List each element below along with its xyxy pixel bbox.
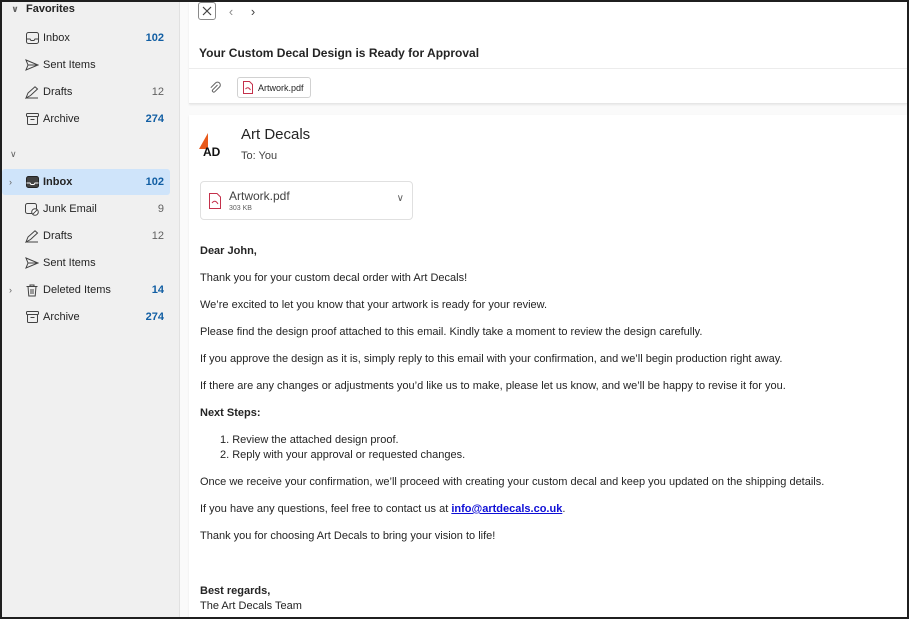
archive-icon (24, 111, 40, 127)
archive-icon (24, 309, 40, 325)
fav-item-archive[interactable] (2, 106, 170, 132)
folder-item-label: Inbox (43, 176, 73, 188)
contact-paragraph (200, 503, 565, 515)
folder-item-drafts[interactable] (2, 223, 170, 249)
send-icon (24, 255, 40, 271)
next-steps-heading: Next Steps: (200, 407, 261, 419)
pdf-icon (242, 81, 254, 94)
unread-count: 102 (145, 32, 164, 44)
chevron-down-icon: ∨ (11, 3, 19, 14)
sender-name: Art Decals (241, 126, 311, 143)
signature: The Art Decals Team (200, 600, 302, 612)
greeting: Dear John, (200, 245, 257, 257)
folder-item-label: Deleted Items (43, 284, 111, 296)
favorites-header[interactable] (10, 2, 75, 16)
fav-item-drafts[interactable] (2, 79, 170, 105)
folder-item-label: Drafts (43, 230, 73, 242)
chevron-down-icon[interactable]: ∨ (10, 149, 17, 159)
fav-item-sent[interactable] (2, 52, 170, 78)
next-message-button[interactable]: › (250, 3, 256, 19)
attachment-size: 303 KB (229, 205, 252, 212)
unread-count: 102 (145, 176, 164, 188)
item-count: 12 (151, 230, 164, 242)
folder-item-sent[interactable] (2, 250, 170, 276)
inbox-icon (24, 174, 40, 190)
message-body-card (189, 115, 907, 617)
folder-item-label: Sent Items (43, 257, 96, 269)
attachment-chip[interactable] (237, 77, 311, 98)
attachment-card[interactable] (200, 181, 413, 220)
message-header (189, 2, 907, 104)
folder-item-label: Junk Email (43, 203, 97, 215)
sender-logo (199, 133, 233, 157)
attachment-bar (189, 68, 907, 104)
list-item: 1. Review the attached design proof. (220, 434, 399, 446)
list-item: 2. Reply with your approval or requested changes. (220, 449, 466, 461)
item-count: 12 (151, 86, 164, 98)
chevron-right-icon[interactable]: › (9, 177, 12, 187)
favorites-label: Favorites (26, 3, 75, 15)
attachment-name: Artwork.pdf (229, 189, 290, 203)
fav-item-label: Inbox (43, 32, 70, 44)
body-paragraph: Please find the design proof attached to this email. Kindly take a moment to review the design carefully. (200, 326, 703, 338)
fav-item-label: Sent Items (43, 59, 96, 71)
inbox-icon (24, 30, 40, 46)
previous-message-button[interactable]: ‹ (228, 3, 234, 19)
send-icon (24, 57, 40, 73)
contact-suffix: . (562, 503, 566, 515)
folder-item-inbox[interactable] (2, 169, 170, 195)
pdf-icon (208, 193, 222, 212)
item-count: 14 (151, 284, 164, 296)
paperclip-icon (209, 81, 221, 97)
svg-text:AD: AD (203, 145, 221, 157)
folder-item-label: Archive (43, 311, 80, 323)
folder-item-deleted[interactable] (2, 277, 170, 303)
signoff: Best regards, (200, 585, 271, 597)
contact-prefix: If you have any questions, feel free to contact us at (200, 503, 452, 515)
close-button[interactable] (198, 2, 216, 20)
item-count: 274 (145, 311, 164, 323)
item-count: 9 (157, 203, 164, 215)
junk-icon (24, 201, 40, 217)
body-paragraph: Thank you for choosing Art Decals to bring your vision to life! (200, 530, 496, 542)
fav-item-label: Archive (43, 113, 80, 125)
next-steps-list (220, 433, 465, 463)
fav-item-inbox[interactable] (2, 25, 170, 51)
chevron-down-icon[interactable]: ∨ (396, 193, 404, 204)
item-count: 274 (145, 113, 164, 125)
body-paragraph: Thank you for your custom decal order with Art Decals! (200, 272, 468, 284)
attachment-chip-label: Artwork.pdf (258, 82, 304, 93)
body-paragraph: If there are any changes or adjustments you’d like us to make, please let us know, and we’ll be happy to revise it for you. (200, 380, 786, 392)
folder-item-junk[interactable] (2, 196, 170, 222)
body-paragraph: Once we receive your confirmation, we’ll proceed with creating your custom decal and keep you updated on the shipping details. (200, 476, 825, 488)
fav-item-label: Drafts (43, 86, 73, 98)
body-paragraph: We’re excited to let you know that your artwork is ready for your review. (200, 299, 548, 311)
close-icon (202, 6, 212, 16)
email-link[interactable]: info@artdecals.co.uk (451, 503, 563, 515)
folder-pane (2, 2, 180, 617)
recipient-line: To: You (241, 150, 278, 162)
folder-item-archive[interactable] (2, 304, 170, 330)
drafts-icon (24, 84, 40, 100)
trash-icon (24, 282, 40, 298)
reading-pane (180, 2, 907, 617)
drafts-icon (24, 228, 40, 244)
body-paragraph: If you approve the design as it is, simply reply to this email with your confirmation, and we’ll begin production right away. (200, 353, 783, 365)
message-nav (198, 2, 260, 20)
chevron-right-icon[interactable]: › (9, 285, 12, 295)
message-subject: Your Custom Decal Design is Ready for Approval (199, 46, 480, 60)
